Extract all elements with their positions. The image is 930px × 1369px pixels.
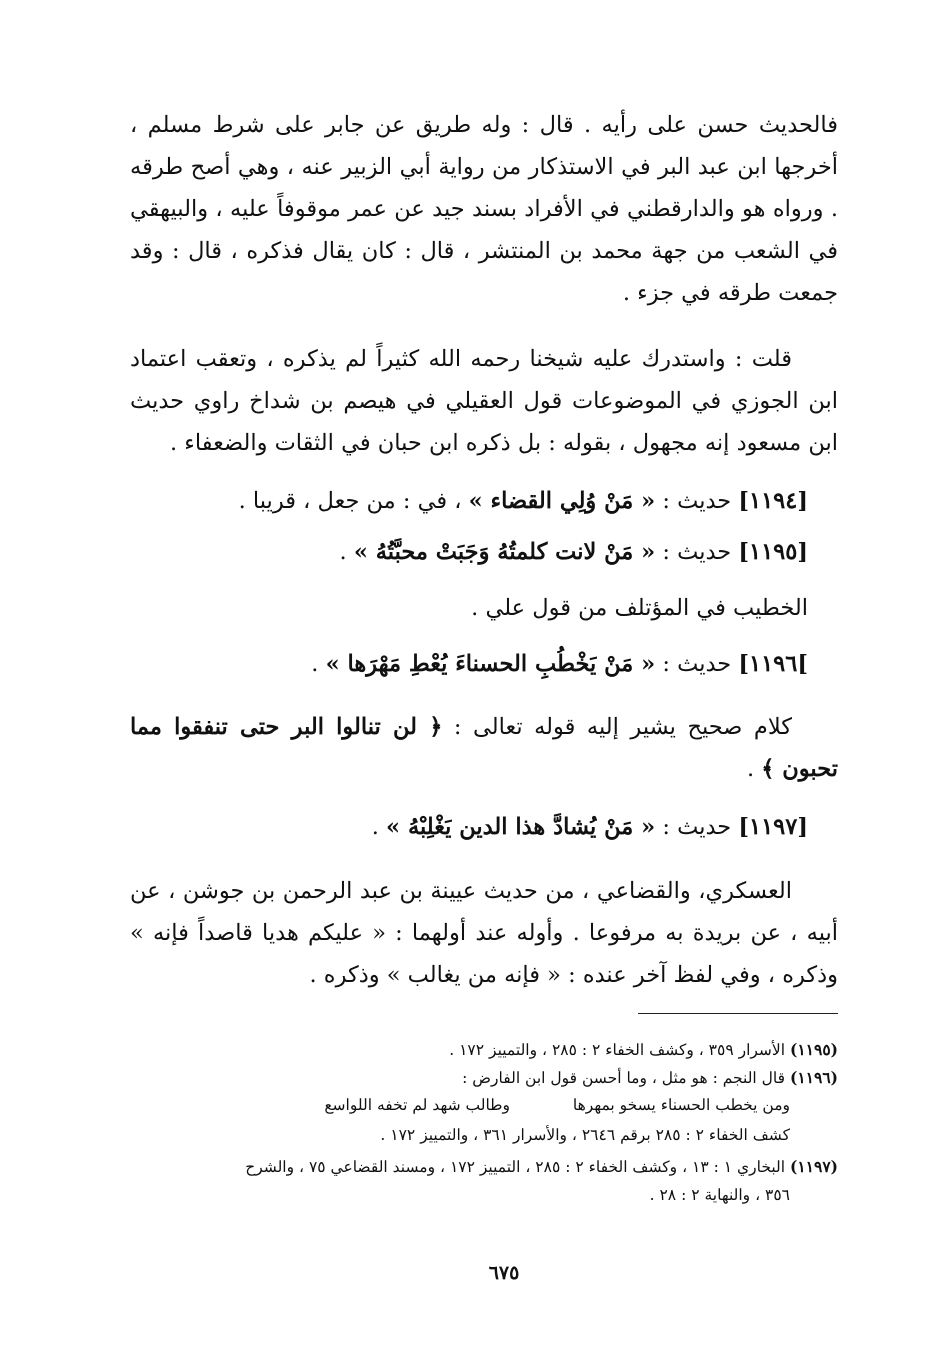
footnote-text: قال النجم : هو مثل ، وما أحسن قول ابن الفارض : <box>462 1069 790 1087</box>
footnote-1197 <box>130 1153 838 1181</box>
entry-label: حديث : <box>655 651 739 677</box>
entry-rest: . <box>339 539 354 565</box>
hadith-text: « مَنْ وُلِي القضاء » <box>468 488 656 514</box>
entry-rest: . <box>371 814 387 840</box>
hadith-entry-1194 <box>130 480 808 522</box>
entry-number: [١١٩٧] <box>738 814 808 840</box>
footnote-text: الأسرار ٣٥٩ ، وكشف الخفاء ٢ : ٢٨٥ ، والتمييز ١٧٢ . <box>449 1041 790 1059</box>
quran-verse: ﴿ لن تنالوا البر حتى تنفقوا مما تحبون ﴾ <box>130 714 838 782</box>
source-note-khatib: الخطيب في المؤتلف من قول علي . <box>471 595 808 621</box>
paragraph-2: قلت : واستدرك عليه شيخنا رحمه الله كثيراً لم يذكره ، وتعقب اعتماد ابن الجوزي في الموضوعات قول العقيلي في هيصم بن شداخ راوي حديث ابن مسعود إنه مجهول ، بقوله : بل ذكره ابن حبان في الثقات والضعفاء . <box>130 346 838 456</box>
footnote-1197-continued: ٣٥٦ ، والنهاية ٢ : ٢٨ . <box>649 1186 790 1204</box>
paragraph-3-end: . <box>746 756 762 782</box>
footnote-text: البخاري ١ : ١٣ ، وكشف الخفاء ٢ : ٢٨٥ ، التمييز ١٧٢ ، ومسند القضاعي ٧٥ ، والشرح <box>245 1158 790 1176</box>
footnote-1195 <box>130 1036 838 1064</box>
hadith-text: « مَنْ لانت كلمتُهُ وَجَبَتْ محبَّتُهُ » <box>353 539 656 565</box>
verse-first-half: ومن يخطب الحسناء يسخو بمهرها <box>572 1096 790 1114</box>
hadith-entry-1197 <box>130 806 808 848</box>
hadith-text: « مَنْ يَخْطُبِ الحسناءَ يُعْطِ مَهْرَها » <box>325 651 656 677</box>
entry-label: حديث : <box>655 488 739 514</box>
footnote-1196 <box>130 1064 838 1092</box>
footnote-number: (١١٩٧) <box>790 1157 838 1176</box>
footnote-verse <box>130 1092 790 1119</box>
footnote-divider <box>638 1013 838 1014</box>
entry-label: حديث : <box>655 814 739 840</box>
page-number: ٦٧٥ <box>488 1262 520 1284</box>
entry-number: [١١٩٤] <box>738 488 808 514</box>
footnote-number: (١١٩٥) <box>790 1040 838 1059</box>
hadith-text: « مَنْ يُشادَّ هذا الدين يَغْلِبْهُ » <box>386 814 656 840</box>
paragraph-3-text: كلام صحيح يشير إليه قوله تعالى : <box>442 714 792 740</box>
footnote-1196-sources: كشف الخفاء ٢ : ٢٨٥ برقم ٢٦٤٦ ، والأسرار ٣٦١ ، والتمييز ١٧٢ . <box>380 1126 790 1144</box>
paragraph-1: فالحديث حسن على رأيه . قال : وله طريق عن جابر على شرط مسلم ، أخرجها ابن عبد البر في الاستذكار من رواية أبي الزبير عنه ، وهي أصح طرقه . ورواه هو والدارقطني في الأفراد بسند جيد عن عمر موقوفاً عليه ، والبيهقي في الشعب من جهة محمد بن المنتشر ، قال : كان يقال فذكره ، قال : وقد جمعت طرقه في جزء . <box>130 112 838 306</box>
entry-rest: . <box>311 651 326 677</box>
verse-second-half: وطالب شهد لم تخفه اللواسع <box>324 1096 510 1114</box>
paragraph-3 <box>130 706 838 790</box>
entry-number: [١١٩٥] <box>738 539 808 565</box>
entry-label: حديث : <box>655 539 739 565</box>
entry-number: ]١١٩٦] <box>738 651 808 677</box>
page <box>130 0 838 1369</box>
hadith-entry-1196 <box>130 643 808 685</box>
hadith-entry-1195 <box>130 531 808 573</box>
footnote-number: (١١٩٦) <box>790 1068 838 1087</box>
paragraph-4: العسكري، والقضاعي ، من حديث عيينة بن عبد الرحمن بن جوشن ، عن أبيه ، عن بريدة به مرفوعا . وأوله عند أولهما : « عليكم هديا قاصداً فإنه » وذكره ، وفي لفظ آخر عنده : « فإنه من يغالب » وذكره . <box>130 878 838 988</box>
entry-rest: ، في : من جعل ، قريبا . <box>238 488 469 514</box>
